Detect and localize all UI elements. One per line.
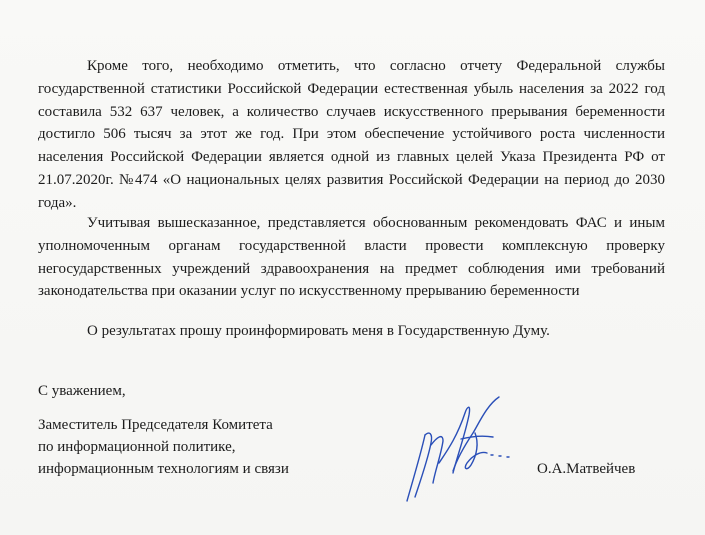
paragraph-statistics: Кроме того, необходимо отметить, что согласно отчету Федеральной службы государственной статистики Российской Федерации естественная убыль населения за 2022 год составила 532 637 человек, а количество случаев искусственного прерывания беременности достигло 506 тысяч за этот же год. При этом обеспечение устойчивого роста численности населения Российской Федерации является одной из главных целей Указа Президента РФ от 21.07.2020г. №474 «О национальных целях развития Российской Федерации на период до 2030 года». [38, 58, 665, 211]
paragraph-recommendation: Учитывая вышесказанное, представляется обоснованным рекомендовать ФАС и иным уполномоченным органам государственной власти провести комплексную проверку негосударственных учреждений здравоохранения на предмет соблюдения ими требований законодательства при оказании услуг по искусственному прерыванию беременности [38, 215, 665, 300]
handwritten-signature [395, 393, 515, 508]
signer-title-line-1: Заместитель Председателя Комитета [38, 417, 273, 433]
closing-salutation: С уважением, [38, 383, 126, 399]
signer-title-line-3: информационным технологиям и связи [38, 461, 289, 477]
signer-title-line-2: по информационной политике, [38, 439, 236, 455]
signer-name: О.А.Матвейчев [537, 461, 636, 477]
paragraph-request: О результатах прошу проинформировать меня в Государственную Думу. [87, 323, 550, 339]
